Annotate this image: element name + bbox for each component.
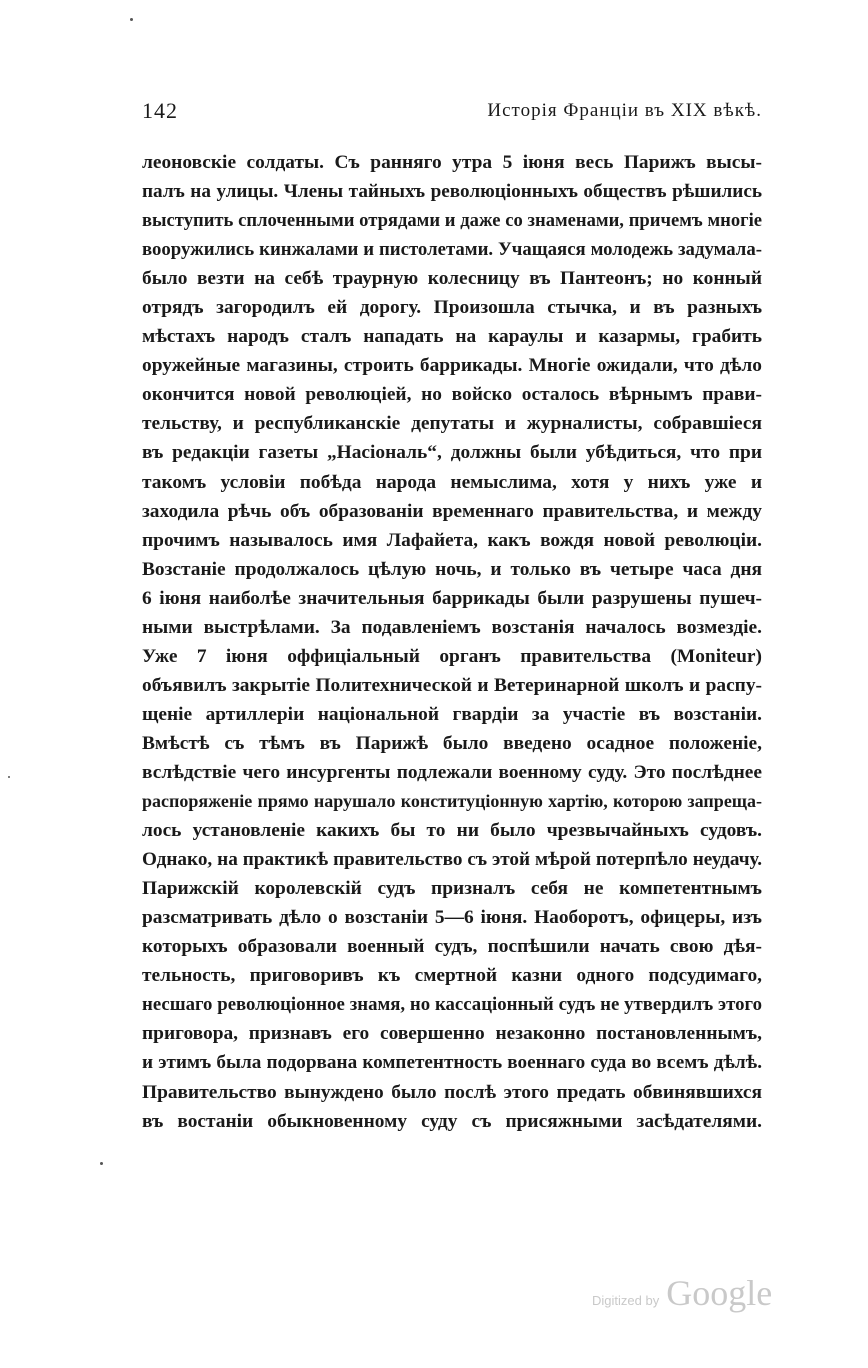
text-line: распоряженіе прямо нарушало конституціонную хартію, которою запреща- <box>142 791 762 812</box>
text-line: Однако, на практикѣ правительство съ этой мѣрой потерпѣло неудачу. <box>142 849 762 871</box>
text-line: приговора, признавъ его совершенно незаконно постановленнымъ, <box>142 1023 762 1045</box>
running-title: Исторія Франціи въ XIX вѣкѣ. <box>487 100 762 121</box>
text-line: лось установленіе какихъ бы то ни было чрезвычайныхъ судовъ. <box>142 820 762 842</box>
text-line: тельность, приговоривъ къ смертной казни одного подсудимаго, <box>142 965 762 987</box>
text-line: окончится новой революціей, но войско осталось вѣрнымъ прави- <box>142 384 762 406</box>
text-line: выступить сплоченными отрядами и даже со знаменами, причемъ многіе <box>142 210 762 232</box>
text-line: заходила рѣчь объ образованіи временнаго правительства, и между <box>142 500 762 522</box>
text-line: Вмѣстѣ съ тѣмъ въ Парижѣ было введено осадное положеніе, <box>142 732 762 754</box>
scan-speck <box>130 18 133 21</box>
digitized-by-google-watermark <box>592 1272 782 1316</box>
body-text <box>142 148 762 1136</box>
text-line: Парижскій королевскій судъ призналъ себя не компетентнымъ <box>142 878 762 900</box>
text-line: прочимъ называлось имя Лафайета, какъ вождя новой революціи. <box>142 529 762 551</box>
text-line: Возстаніе продолжалось цѣлую ночь, и только въ четыре часа дня <box>142 558 762 580</box>
text-line: въ востаніи обыкновенному суду съ присяжными засѣдателями. <box>142 1110 762 1132</box>
text-line: несшаго революціонное знамя, но кассаціонный судъ не утвердилъ этого <box>142 994 762 1016</box>
watermark-prefix: Digitized by <box>592 1293 660 1308</box>
text-line: палъ на улицы. Члены тайныхъ революціонныхъ обществъ рѣшились <box>142 181 762 203</box>
text-line: мѣстахъ народъ сталъ нападать на караулы и казармы, грабить <box>142 326 762 348</box>
text-line: которыхъ образовали военный судъ, поспѣшили начать свою дѣя- <box>142 936 762 958</box>
text-line: 6 іюня наиболѣе значительныя баррикады были разрушены пушеч- <box>142 587 762 609</box>
text-line: отрядъ загородилъ ей дорогу. Произошла стычка, и въ разныхъ <box>142 297 762 319</box>
text-line: щеніе артиллеріи національной гвардіи за участіе въ возстаніи. <box>142 703 762 725</box>
text-line: и этимъ была подорвана компетентность военнаго суда во всемъ дѣлѣ. <box>142 1052 762 1074</box>
text-line: леоновскіе солдаты. Съ ранняго утра 5 іюня весь Парижъ высы- <box>142 152 762 173</box>
text-line: разсматривать дѣло о возстаніи 5—6 іюня. Наоборотъ, офицеры, изъ <box>142 907 762 929</box>
page-header <box>142 98 762 132</box>
text-line: оружейные магазины, строить баррикады. Многіе ожидали, что дѣло <box>142 355 762 377</box>
text-line: такомъ условіи побѣда народа немыслима, хотя у нихъ уже и <box>142 471 762 493</box>
text-line: объявилъ закрытіе Политехнической и Ветеринарной школъ и распу- <box>142 674 762 696</box>
page-number: 142 <box>142 98 178 123</box>
text-line: тельству, и республиканскіе депутаты и журналисты, собравшіеся <box>142 413 762 435</box>
text-line: вслѣдствіе чего инсургенты подлежали военному суду. Это послѣднее <box>142 761 762 783</box>
scan-speck <box>8 776 10 778</box>
text-line: было везти на себѣ траурную колесницу въ Пантеонъ; но конный <box>142 268 762 290</box>
text-line: вооружились кинжалами и пистолетами. Учащаяся молодежь задумала- <box>142 239 762 261</box>
scan-speck <box>100 1162 103 1165</box>
text-line: ными выстрѣлами. За подавленіемъ возстанія началось возмездіе. <box>142 616 762 638</box>
text-line: Правительство вынуждено было послѣ этого предать обвинявшихся <box>142 1081 762 1103</box>
text-line: Уже 7 іюня оффиціальный органъ правительства (Moniteur) <box>142 645 762 667</box>
text-line: въ редакціи газеты „Насіональ“, должны были убѣдиться, что при <box>142 442 762 464</box>
google-logo: Google <box>666 1273 773 1313</box>
